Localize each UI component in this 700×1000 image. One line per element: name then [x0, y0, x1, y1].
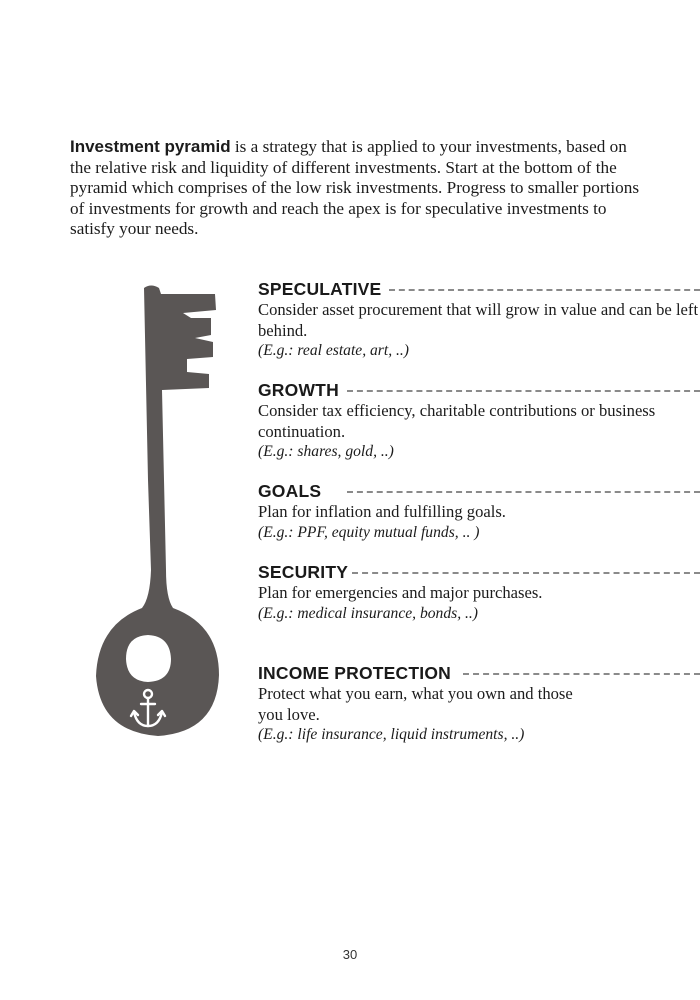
dashed-rule — [463, 673, 700, 675]
section-example: (E.g.: life insurance, liquid instruments, ..) — [258, 726, 525, 744]
page-number: 30 — [342, 947, 358, 962]
section-example: (E.g.: shares, gold, ..) — [258, 443, 394, 461]
section-growth — [258, 379, 700, 463]
section-description: Protect what you earn, what you own and those you love. — [258, 684, 573, 724]
section-title: SECURITY — [258, 561, 349, 582]
intro-lead: Investment pyramid — [70, 137, 231, 156]
section-title: INCOME PROTECTION — [258, 662, 451, 683]
section-description: Consider asset procurement that will grow in value and can be left behind. — [258, 300, 699, 340]
key-shape — [96, 286, 219, 737]
section-title: GROWTH — [258, 379, 339, 400]
dashed-rule — [352, 572, 700, 574]
section-example: (E.g.: medical insurance, bonds, ..) — [258, 604, 479, 622]
section-security — [258, 561, 700, 624]
section-description: Consider tax efficiency, charitable contributions or business continuation. — [258, 401, 656, 441]
intro-text: is a strategy that is applied to your investments, based on the relative risk and liquidity of different investments. Start at the bottom of the pyramid which comprises of the low risk investments. Progress to smaller portions of investments for growth and reach the apex is for speculative investments to satisfy your needs. — [70, 137, 640, 239]
section-goals — [258, 480, 700, 543]
intro-paragraph — [70, 137, 640, 240]
section-speculative — [258, 278, 700, 362]
section-example: (E.g.: real estate, art, ..) — [258, 342, 409, 360]
dashed-rule — [347, 491, 700, 493]
dashed-rule — [347, 390, 700, 392]
section-description: Plan for emergencies and major purchases. — [258, 583, 543, 602]
section-title: SPECULATIVE — [258, 278, 382, 299]
dashed-rule — [389, 289, 700, 291]
section-title: GOALS — [258, 480, 322, 501]
key-icon — [95, 280, 255, 750]
section-example: (E.g.: PPF, equity mutual funds, .. ) — [258, 523, 480, 541]
section-description: Plan for inflation and fulfilling goals. — [258, 502, 506, 521]
section-income-protection — [258, 662, 700, 746]
